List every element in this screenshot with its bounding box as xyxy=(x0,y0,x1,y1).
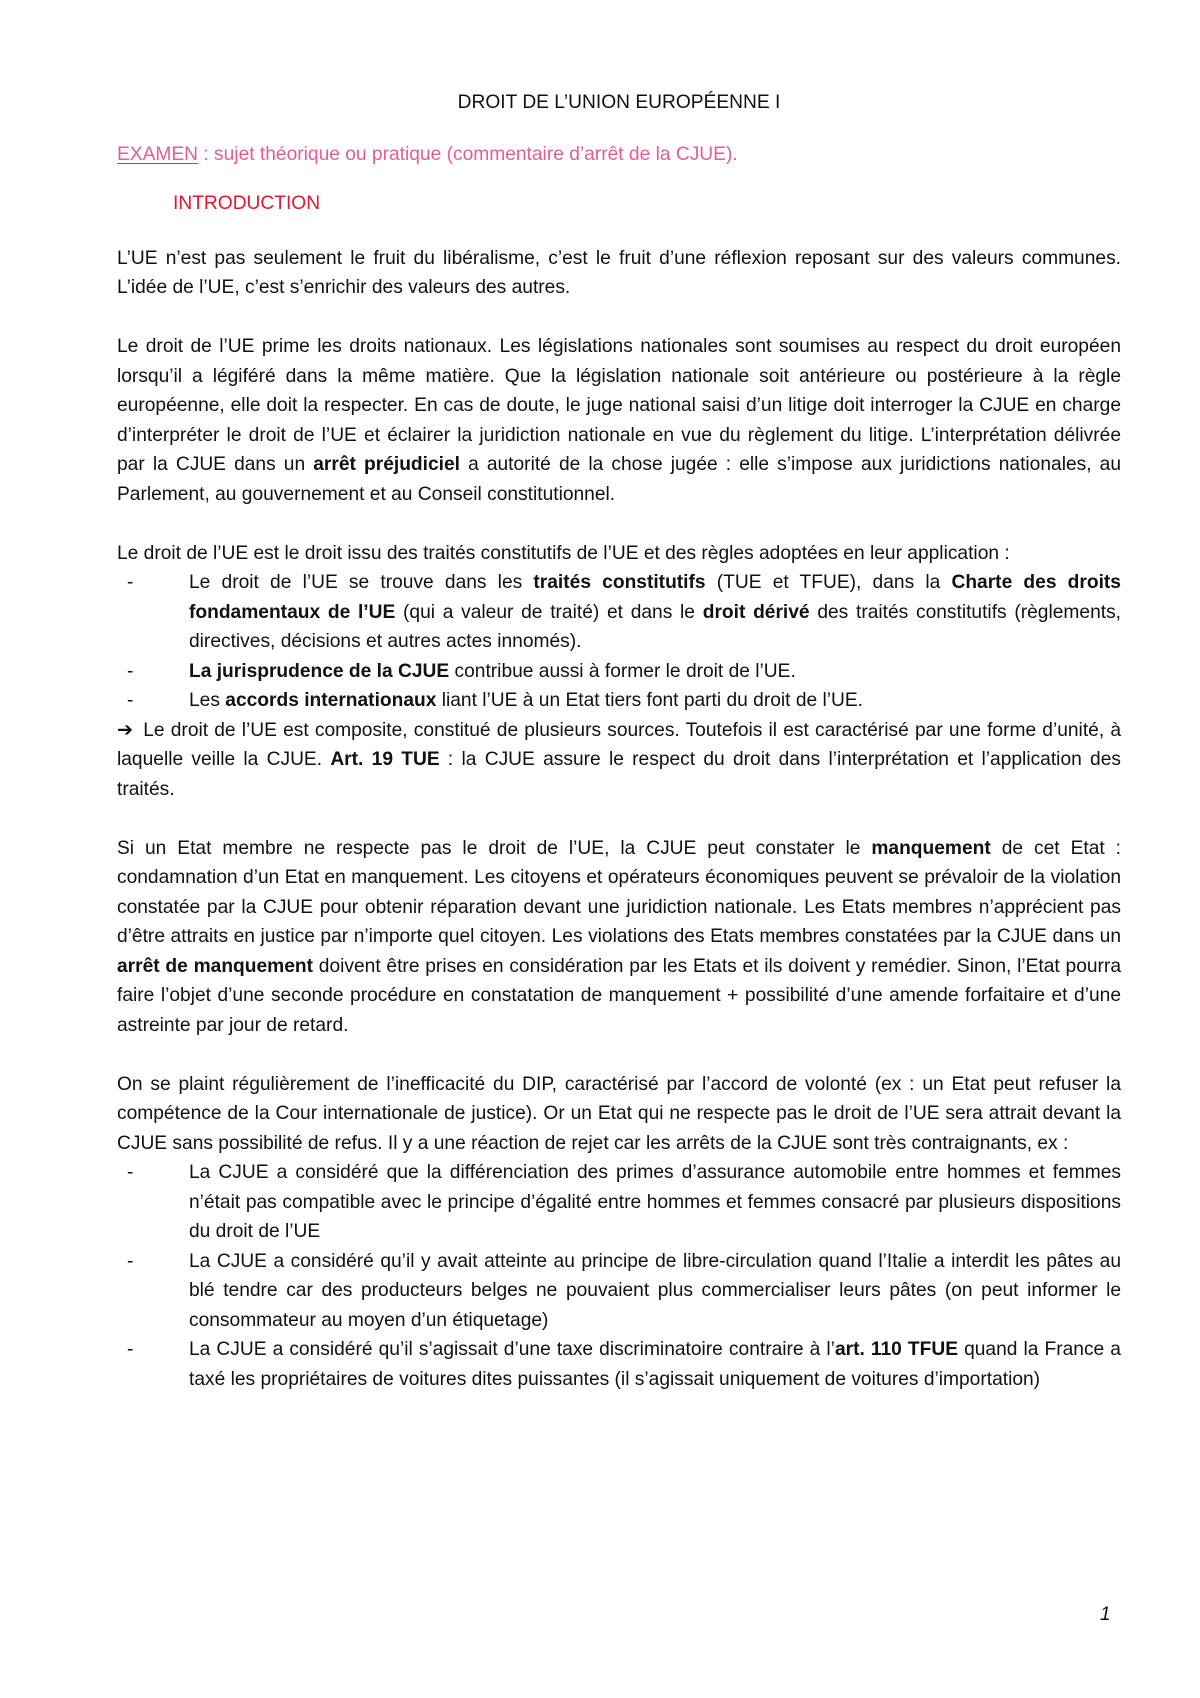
text-run: a autorité de la chose jugée : elle s’impose aux juridictions nationales, au Parlement, au gouvernement et au Conseil constitutionnel. xyxy=(117,454,1122,505)
text-run: La CJUE a considéré que la différenciation des primes d’assurance automobile entre hommes et femmes n’était pas compatible avec le principe d’égalité entre hommes et femmes consacré par plusieurs dispositions du droit de l’UE xyxy=(189,1162,1121,1242)
list-item xyxy=(117,1335,1121,1394)
document-title: DROIT DE L’UNION EUROPÉENNE I xyxy=(457,92,781,113)
text-run: (TUE et TFUE), dans la xyxy=(705,572,952,593)
dash-bullet: - xyxy=(127,1250,134,1272)
bold-term: arrêt préjudiciel xyxy=(313,454,460,475)
bold-term: droit dérivé xyxy=(702,601,810,623)
text-run: : la CJUE assure le respect du droit dans l’interprétation et l’application des traités. xyxy=(117,749,1121,800)
paragraph-dip: On se plaint régulièrement de l’inefficacité du DIP, caractérisé par l’accord de volonté (ex : un Etat peut refuser la compétence de la Cour internationale de justice). Or un Etat qui ne respecte pas le droit de l’UE sera attrait devant la CJUE sans possibilité de refus. Il y a une réaction de rejet car les arrêts de la CJUE sont très contraignants, ex : xyxy=(117,1073,1121,1154)
text-run: doivent être prises en considération par les Etats et ils doivent y remédier. Sinon, l’Etat pourra faire l’objet d’une seconde procédure en constatation de manquement + possibilité d’une amende forfaitaire et d’une astreinte par jour de retard. xyxy=(117,955,1121,1036)
list-item xyxy=(117,1158,1121,1247)
bold-term: Art. 19 TUE xyxy=(330,749,440,770)
bold-term: art. 110 TFUE xyxy=(834,1339,958,1360)
text-run: Le droit de l’UE se trouve dans les xyxy=(189,572,534,593)
list-item xyxy=(117,686,1121,716)
text-run: Les xyxy=(189,690,226,711)
document-body xyxy=(117,88,1121,1394)
bold-term: La jurisprudence de la CJUE xyxy=(189,660,450,682)
dash-bullet: - xyxy=(127,1339,134,1360)
text-run: contribue aussi à former le droit de l’UE. xyxy=(449,660,796,682)
text-run: des traités constitutifs (règlements, directives, décisions et autres actes innomés). xyxy=(189,601,1121,652)
bold-term: traités constitutifs xyxy=(533,572,706,593)
examples-list xyxy=(117,1158,1121,1394)
text-run: La CJUE a considéré qu’il s’agissait d’une taxe discriminatoire contraire à l’ xyxy=(189,1339,835,1360)
list-item xyxy=(117,657,1121,687)
sources-list xyxy=(117,568,1121,716)
paragraph-primacy xyxy=(117,332,1121,509)
dash-bullet: - xyxy=(127,660,134,682)
dash-bullet: - xyxy=(127,1162,134,1183)
page-number: 1 xyxy=(1100,1604,1111,1625)
text-run: Le droit de l’UE est composite, constitué de plusieurs sources. Toutefois il est caractérisé par une forme d’unité, à laquelle veille la CJUE. xyxy=(117,719,1121,770)
exam-note xyxy=(117,140,1121,170)
arrow-right-icon: ➔ xyxy=(117,719,134,741)
text-run: Le droit de l’UE prime les droits nationaux. Les législations nationales sont soumises au respect du droit européen lorsqu’il a légiféré dans la même matière. Que la législation nationale soit antérieure ou postérieure à la règle européenne, elle doit la respecter. En cas de doute, le juge national saisi d’un litige doit interroger la CJUE en charge d’interpréter le droit de l’UE et éclairer la juridiction nationale en vue du règlement du litige. L’interprétation délivrée par la CJUE dans un xyxy=(117,336,1121,475)
dash-bullet: - xyxy=(127,690,134,711)
dash-bullet: - xyxy=(127,572,134,593)
text-run: de cet Etat : condamnation d’un Etat en manquement. Les citoyens et opérateurs économiques peuvent se prévaloir de la violation constatée par la CJUE pour obtenir réparation devant une juridiction nationale. Les Etats membres n’apprécient pas d’être attraits en justice par n’importe quel citoyen. Les violations des Etats membres constatées par la CJUE dans un xyxy=(117,837,1121,947)
text-run: La CJUE a considéré qu’il y avait atteinte au principe de libre-circulation quand l’Italie a interdit les pâtes au blé tendre car des producteurs belges ne pouvaient plus commercialiser leurs pâtes (on peut informer le consommateur au moyen d’un étiquetage) xyxy=(189,1250,1121,1331)
bold-term: arrêt de manquement xyxy=(117,955,314,977)
bold-term: manquement xyxy=(871,837,991,859)
list-item xyxy=(117,568,1121,657)
section-heading-introduction: INTRODUCTION xyxy=(173,193,321,214)
paragraph-ue-values: L’UE n’est pas seulement le fruit du libéralisme, c’est le fruit d’une réflexion reposant sur des valeurs communes. L’idée de l’UE, c’est s’enrichir des valeurs des autres. xyxy=(117,247,1121,298)
exam-label: EXAMEN xyxy=(117,143,199,165)
list-item xyxy=(117,1247,1121,1336)
text-run: liant l’UE à un Etat tiers font parti du droit de l’UE. xyxy=(436,690,864,711)
bold-term: Charte des droits fondamentaux de l’UE xyxy=(189,572,1121,623)
bold-term: accords internationaux xyxy=(225,690,437,711)
text-run: (qui a valeur de traité) et dans le xyxy=(395,601,703,623)
exam-text: : sujet théorique ou pratique (commentaire d’arrêt de la CJUE). xyxy=(198,143,738,165)
paragraph-composite xyxy=(117,716,1121,805)
text-run: Si un Etat membre ne respecte pas le droit de l’UE, la CJUE peut constater le xyxy=(117,837,872,859)
paragraph-manquement xyxy=(117,834,1121,1041)
paragraph-sources-intro: Le droit de l’UE est le droit issu des traités constitutifs de l’UE et des règles adoptées en leur application : xyxy=(117,542,1010,564)
text-run: quand la France a taxé les propriétaires de voitures dites puissantes (il s’agissait uniquement de voitures d’importation) xyxy=(189,1339,1121,1390)
